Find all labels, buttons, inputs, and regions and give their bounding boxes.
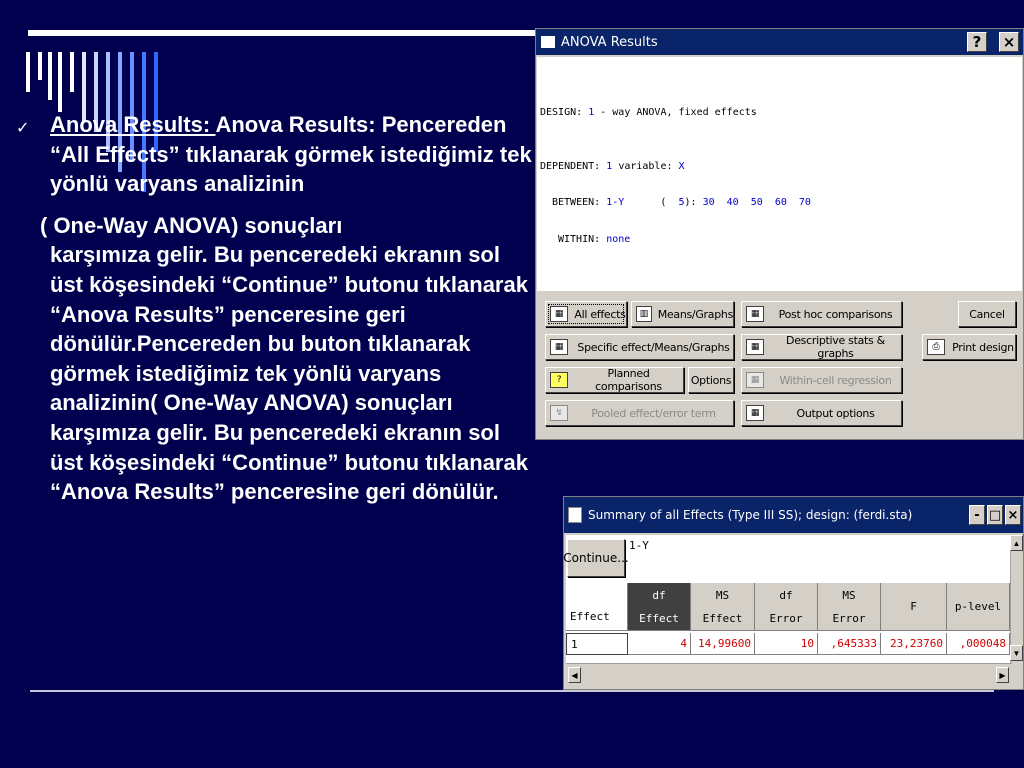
summary-titlebar[interactable] <box>564 497 1023 533</box>
dependent-variable: X <box>678 161 685 172</box>
cell-ms-error[interactable]: ,645333 <box>818 633 881 655</box>
header-bottom: Error <box>832 611 866 625</box>
design-label: DESIGN: <box>540 107 583 118</box>
header-effect-label: Effect <box>570 610 610 623</box>
header-ms-effect[interactable] <box>691 583 755 631</box>
means-graphs-button[interactable] <box>631 301 734 327</box>
header-f[interactable] <box>881 583 947 631</box>
help-button[interactable]: ? <box>967 32 987 52</box>
descriptive-stats-label: Descriptive stats & graphs <box>786 334 885 360</box>
output-options-label: Output options <box>796 406 875 420</box>
between-line <box>552 197 811 208</box>
post-hoc-button[interactable] <box>741 301 902 327</box>
pooled-effect-button[interactable] <box>545 400 734 426</box>
between-label: BETWEEN: <box>552 197 601 208</box>
cell-p-level[interactable]: ,000048 <box>947 633 1010 655</box>
all-effects-button[interactable] <box>545 301 627 327</box>
table-icon: ▦ <box>550 339 568 355</box>
within-line <box>558 234 630 245</box>
paragraph-2-lead: ( One-Way ANOVA) sonuçları <box>40 212 343 238</box>
bar-chart-icon: ▥ <box>636 306 652 322</box>
cell-ms-effect[interactable]: 14,99600 <box>691 633 755 655</box>
spreadsheet-icon <box>568 507 582 523</box>
cell-df-effect[interactable]: 4 <box>628 633 691 655</box>
paragraph-2-text: karşımıza gelir. Bu penceredeki ekranın sol üst köşesindeki “Continue” butonu tıklanarak “Anova Results” penceresine geri dönülür.Pencereden bu buton tıklanarak görmek istediğimiz tek yönlü varyans analizinin( One-Way ANOVA) sonuçları karşımıza gelir. Bu penceredeki ekranın sol üst köşesindeki “Continue” butonu tıklanarak “Anova Results” penceresine geri dönülür. <box>50 242 528 505</box>
cancel-button[interactable] <box>958 301 1016 327</box>
maximize-button[interactable]: □ <box>987 505 1003 525</box>
all-effects-label: All effects <box>574 307 626 321</box>
design-description: - way ANOVA, fixed effects <box>600 107 757 118</box>
dependent-count: 1 <box>606 161 613 172</box>
anova-window-title: ANOVA Results <box>561 34 658 50</box>
output-options-button[interactable] <box>741 400 902 426</box>
design-number: 1 <box>588 107 595 118</box>
header-bottom: Effect <box>639 611 679 625</box>
dependent-label: DEPENDENT: <box>540 161 601 172</box>
summary-window <box>563 496 1024 690</box>
paragraph-1-underlined: Anova Results: <box>50 112 216 137</box>
specific-effect-button[interactable] <box>545 334 734 360</box>
descriptive-stats-button[interactable] <box>741 334 902 360</box>
continue-button[interactable] <box>563 539 629 577</box>
anova-titlebar[interactable] <box>536 29 1023 55</box>
vertical-scrollbar[interactable] <box>1010 535 1023 663</box>
horizontal-scrollbar[interactable] <box>566 663 1012 687</box>
cell-df-error[interactable]: 10 <box>755 633 818 655</box>
paragraph-1-text: Anova Results: Pencereden “All Effects” tıklanarak görmek istediğimiz tek yönlü varyans analizinin <box>50 112 532 197</box>
question-arrow-icon: ? <box>550 372 568 388</box>
within-value: none <box>606 234 631 245</box>
scroll-up-icon[interactable]: ▲ <box>1010 535 1023 551</box>
table-icon: ▦ <box>746 339 764 355</box>
printer-icon: ⎙ <box>927 339 945 355</box>
print-design-button[interactable] <box>922 334 1016 360</box>
close-button[interactable]: × <box>1005 505 1021 525</box>
within-label: WITHIN: <box>558 234 601 245</box>
options-button[interactable] <box>688 367 734 393</box>
pooled-icon: ↯ <box>550 405 568 421</box>
between-count: 5 <box>678 197 685 208</box>
between-paren-close: ): <box>684 197 697 208</box>
results-grid <box>566 535 1012 663</box>
cell-effect[interactable]: 1 <box>566 633 628 655</box>
cell-f[interactable]: 23,23760 <box>881 633 947 655</box>
within-cell-regression-label: Within-cell regression <box>779 373 892 387</box>
anova-results-window <box>535 28 1024 440</box>
header-bottom: Error <box>769 611 803 625</box>
header-df-error[interactable] <box>755 583 818 631</box>
pooled-effect-label: Pooled effect/error term <box>591 406 716 420</box>
print-design-label: Print design <box>952 340 1014 354</box>
grid-header-row <box>566 583 1010 631</box>
between-paren-open: ( <box>660 197 667 208</box>
table-icon: ▦ <box>746 306 764 322</box>
header-top: MS <box>715 588 730 602</box>
options-label: Options <box>690 373 732 387</box>
header-top: df <box>779 588 793 602</box>
header-df-effect[interactable] <box>628 583 691 631</box>
paragraph-2 <box>14 211 534 507</box>
header-top: MS <box>842 588 856 602</box>
scroll-left-icon[interactable]: ◀ <box>568 667 581 683</box>
table-icon: ▦ <box>746 405 764 421</box>
dependent-line <box>540 161 685 172</box>
between-variable: 1-Y <box>606 197 625 208</box>
design-summary <box>537 57 1022 291</box>
close-button[interactable]: × <box>999 32 1019 52</box>
decorative-top-line <box>28 30 548 36</box>
cancel-label: Cancel <box>969 307 1005 321</box>
dependent-mid: variable: <box>618 161 673 172</box>
planned-comparisons-button[interactable] <box>545 367 684 393</box>
slide-body <box>14 110 534 507</box>
window-icon <box>541 36 555 48</box>
grid-title: 1-Y <box>629 539 649 552</box>
paragraph-1 <box>14 110 534 199</box>
checkmark-icon: ✓ <box>16 120 30 137</box>
scroll-down-icon[interactable]: ▼ <box>1010 645 1023 661</box>
table-icon: ▦ <box>550 306 568 322</box>
header-bottom: p-level <box>954 600 1002 613</box>
design-line <box>540 107 757 118</box>
post-hoc-label: Post hoc comparisons <box>778 307 893 321</box>
means-graphs-label: Means/Graphs <box>657 307 733 321</box>
minimize-button[interactable]: - <box>969 505 985 525</box>
scroll-right-icon[interactable]: ▶ <box>996 667 1009 683</box>
specific-effect-label: Specific effect/Means/Graphs <box>577 340 730 354</box>
header-top: df <box>652 588 666 602</box>
header-bottom: F <box>910 600 917 613</box>
table-row <box>566 633 1010 655</box>
header-ms-error[interactable] <box>818 583 881 631</box>
header-bottom: Effect <box>702 611 743 625</box>
planned-comparisons-label: Planned comparisons <box>595 367 662 393</box>
summary-window-title: Summary of all Effects (Type III SS); design: (ferdi.sta) <box>588 508 913 522</box>
table-icon: ▦ <box>746 372 764 388</box>
header-p-level[interactable] <box>947 583 1010 631</box>
continue-label: Continue... <box>563 551 629 565</box>
header-effect[interactable] <box>566 583 628 631</box>
between-levels: 30 40 50 60 70 <box>702 197 811 208</box>
decorative-bottom-line <box>30 690 994 692</box>
within-cell-regression-button[interactable] <box>741 367 902 393</box>
